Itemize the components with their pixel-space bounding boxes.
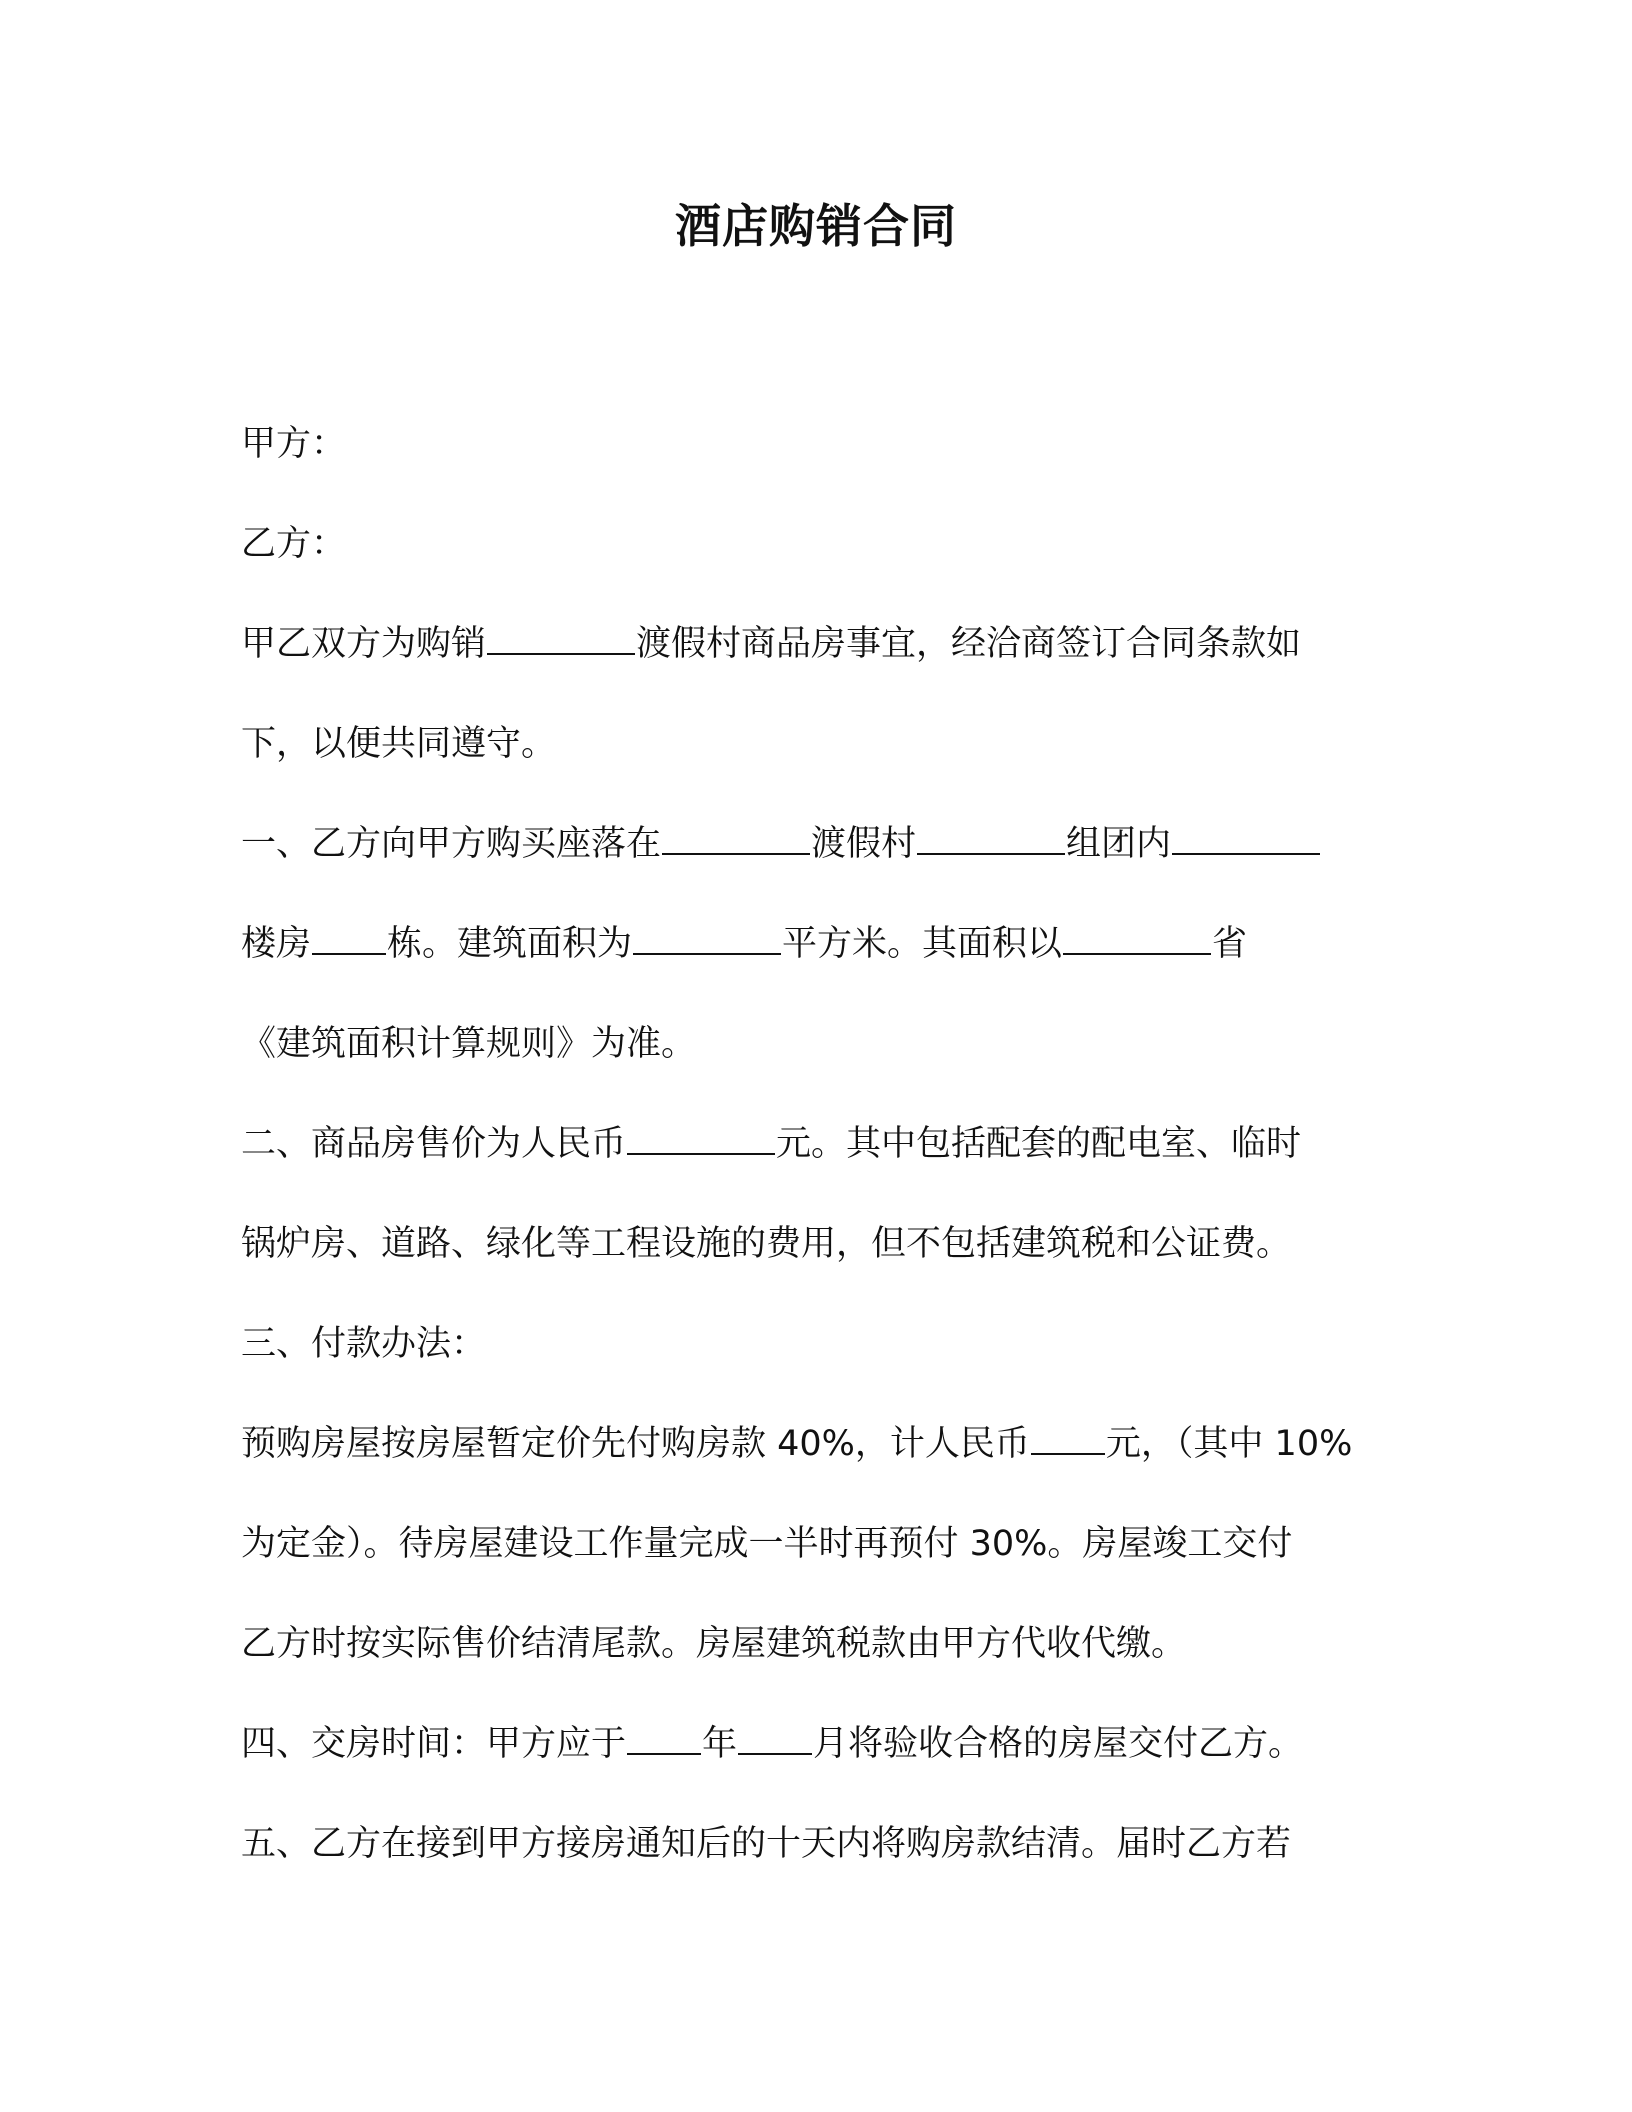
clause-1-text: 栋。建筑面积为 <box>387 924 633 964</box>
fill-blank <box>1031 1423 1105 1455</box>
clause-1-line-1 <box>241 820 1321 868</box>
clause-1-text: 渡假村 <box>811 824 917 864</box>
clause-2-line-1 <box>241 1120 1301 1168</box>
fill-blank <box>627 1123 775 1155</box>
party-a-label: 甲方： <box>241 424 347 464</box>
clause-1-text: 一、乙方向甲方购买座落在 <box>241 824 662 864</box>
clause-1-line-3: 《建筑面积计算规则》为准。 <box>241 1024 697 1064</box>
fill-blank <box>662 823 810 855</box>
intro-line-2: 下，以便共同遵守。 <box>241 724 557 764</box>
clause-4-text: 年 <box>702 1724 738 1764</box>
fill-blank <box>627 1723 701 1755</box>
party-b-label: 乙方： <box>241 524 347 564</box>
clause-2-text: 元。其中包括配套的配电室、临时 <box>776 1124 1302 1164</box>
fill-blank <box>487 623 635 655</box>
fill-blank <box>312 923 386 955</box>
clause-5-line-1: 五、乙方在接到甲方接房通知后的十天内将购房款结清。届时乙方若 <box>241 1824 1292 1864</box>
clause-2-text: 二、商品房售价为人民币 <box>241 1124 627 1164</box>
clause-3-line-1 <box>241 1420 1352 1468</box>
clause-1-text: 组团内 <box>1066 824 1172 864</box>
clause-3-text: 元，（其中 10% <box>1105 1424 1353 1464</box>
clause-1-text: 平方米。其面积以 <box>782 924 1063 964</box>
clause-4-text: 月将验收合格的房屋交付乙方。 <box>813 1724 1304 1764</box>
fill-blank <box>917 823 1065 855</box>
fill-blank <box>1063 923 1211 955</box>
clause-4-text: 四、交房时间：甲方应于 <box>241 1724 627 1764</box>
clause-3-heading: 三、付款办法： <box>241 1324 487 1364</box>
intro-text-2: 渡假村商品房事宜，经洽商签订合同条款如 <box>636 624 1302 664</box>
fill-blank <box>633 923 781 955</box>
clause-3-line-3: 乙方时按实际售价结清尾款。房屋建筑税款由甲方代收代缴。 <box>241 1624 1187 1664</box>
clause-3-text: 预购房屋按房屋暂定价先付购房款 40%，计人民币 <box>241 1424 1030 1464</box>
intro-text-1: 甲乙双方为购销 <box>241 624 487 664</box>
fill-blank <box>738 1723 812 1755</box>
clause-1-text: 楼房 <box>241 924 312 964</box>
clause-3-line-2: 为定金）。待房屋建设工作量完成一半时再预付 30%。房屋竣工交付 <box>241 1524 1293 1564</box>
clause-4-line-1 <box>241 1720 1303 1768</box>
clause-2-line-2: 锅炉房、道路、绿化等工程设施的费用，但不包括建筑税和公证费。 <box>241 1224 1292 1264</box>
fill-blank <box>1172 823 1320 855</box>
intro-line-1 <box>241 620 1301 668</box>
page-title: 酒店购销合同 <box>675 199 957 253</box>
clause-1-line-2 <box>241 920 1247 968</box>
clause-1-text: 省 <box>1212 924 1248 964</box>
